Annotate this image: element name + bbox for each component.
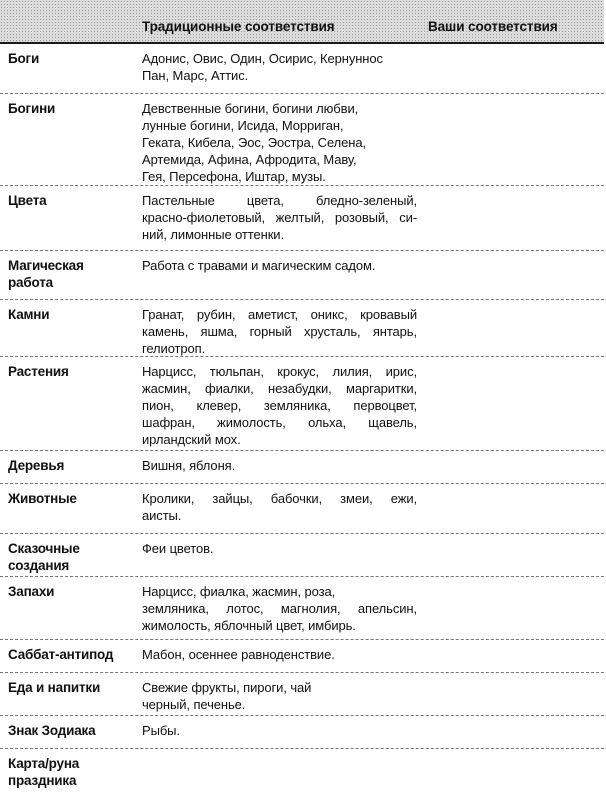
row-traditional-value: [142, 583, 417, 634]
table-row: [0, 716, 604, 749]
table-row: [0, 251, 604, 300]
category-line: Знак Зодиака: [8, 723, 96, 738]
value-line: Вишня, яблоня.: [142, 458, 236, 473]
row-traditional-value: [142, 50, 417, 84]
row-category: [8, 363, 133, 380]
category-line: Запахи: [8, 584, 55, 599]
value-line: Девственные богини, богини любви,: [142, 101, 359, 116]
row-traditional-value: [142, 490, 417, 524]
row-category: [8, 490, 133, 507]
value-line: Нарцисс, тюльпан, крокус, лилия, ирис,: [142, 364, 417, 379]
table-row: [0, 44, 604, 94]
category-line: Саббат-антипод: [8, 647, 114, 662]
header-yours: Ваши соответствия: [428, 19, 558, 34]
category-line: работа: [8, 275, 53, 290]
category-line: Деревья: [8, 458, 65, 473]
row-traditional-value: [142, 192, 417, 243]
row-category: [8, 306, 133, 323]
row-category: [8, 540, 133, 574]
table-row: [0, 673, 604, 716]
row-traditional-value: [142, 100, 417, 185]
row-category: [8, 50, 133, 67]
category-line: Карта/руна: [8, 756, 80, 771]
row-category: [8, 192, 133, 209]
value-line: красно-фиолетовый, желтый, розовый, си-: [142, 210, 417, 225]
row-category: [8, 100, 133, 117]
table-row: [0, 186, 604, 251]
table-row: [0, 749, 604, 799]
table-row: [0, 451, 604, 484]
value-line: Мабон, осеннее равноденствие.: [142, 647, 335, 662]
table-row: [0, 534, 604, 577]
value-line: черный, печенье.: [142, 697, 246, 712]
row-traditional-value: [142, 540, 417, 557]
value-line: ний, лимонные оттенки.: [142, 227, 284, 242]
value-line: Рыбы.: [142, 723, 180, 738]
row-traditional-value: [142, 679, 417, 713]
table-row: [0, 484, 604, 534]
row-traditional-value: [142, 646, 417, 663]
value-line: ирландский мох.: [142, 432, 241, 447]
value-line: Адонис, Овис, Один, Осирис, Кернуннос: [142, 51, 383, 66]
table-row: [0, 640, 604, 673]
value-line: Кролики, зайцы, бабочки, змеи, ежи,: [142, 491, 417, 506]
row-category: [8, 583, 133, 600]
value-line: Феи цветов.: [142, 541, 214, 556]
category-line: Сказочные: [8, 541, 80, 556]
row-traditional-value: [142, 306, 417, 357]
value-line: земляника, лотос, магнолия, апельсин,: [142, 601, 417, 616]
table-row: [0, 577, 604, 640]
value-line: Пастельные цвета, бледно-зеленый,: [142, 193, 417, 208]
value-line: Гея, Персефона, Иштар, музы.: [142, 169, 326, 184]
value-line: аисты.: [142, 508, 182, 523]
row-traditional-value: [142, 722, 417, 739]
value-line: пион, клевер, земляника, первоцвет,: [142, 398, 417, 413]
row-category: [8, 646, 133, 663]
table-header: [0, 0, 604, 44]
value-line: Геката, Кибела, Эос, Эостра, Селена,: [142, 135, 366, 150]
category-line: Растения: [8, 364, 69, 379]
row-category: [8, 722, 133, 739]
value-line: гелиотроп.: [142, 341, 206, 356]
category-line: праздника: [8, 773, 77, 788]
value-line: Нарцисс, фиалка, жасмин, роза,: [142, 584, 336, 599]
header-traditional: Традиционные соответствия: [142, 19, 335, 34]
table-row: [0, 300, 604, 357]
value-line: жимолость, яблочный цвет, имбирь.: [142, 618, 356, 633]
category-line: Камни: [8, 307, 50, 322]
value-line: камень, яшма, горный хрусталь, янтарь,: [142, 324, 417, 339]
category-line: Животные: [8, 491, 77, 506]
category-line: Боги: [8, 51, 40, 66]
category-line: Еда и напитки: [8, 680, 101, 695]
value-line: лунные богини, Исида, Морриган,: [142, 118, 344, 133]
row-category: [8, 679, 133, 696]
row-category: [8, 457, 133, 474]
value-line: жасмин, фиалки, незабудки, маргаритки,: [142, 381, 417, 396]
value-line: Работа с травами и магическим садом.: [142, 258, 376, 273]
value-line: шафран, жимолость, ольха, щавель,: [142, 415, 417, 430]
row-traditional-value: [142, 363, 417, 448]
table-row: [0, 94, 604, 186]
category-line: Магическая: [8, 258, 84, 273]
row-category: [8, 257, 133, 291]
value-line: Свежие фрукты, пироги, чай: [142, 680, 312, 695]
value-line: Пан, Марс, Аттис.: [142, 68, 249, 83]
row-traditional-value: [142, 257, 417, 274]
row-category: [8, 755, 133, 789]
row-traditional-value: [142, 457, 417, 474]
category-line: создания: [8, 558, 70, 573]
value-line: Гранат, рубин, аметист, оникс, кровавый: [142, 307, 417, 322]
table-row: [0, 357, 604, 451]
value-line: Артемида, Афина, Афродита, Маву,: [142, 152, 357, 167]
category-line: Богини: [8, 101, 56, 116]
category-line: Цвета: [8, 193, 47, 208]
